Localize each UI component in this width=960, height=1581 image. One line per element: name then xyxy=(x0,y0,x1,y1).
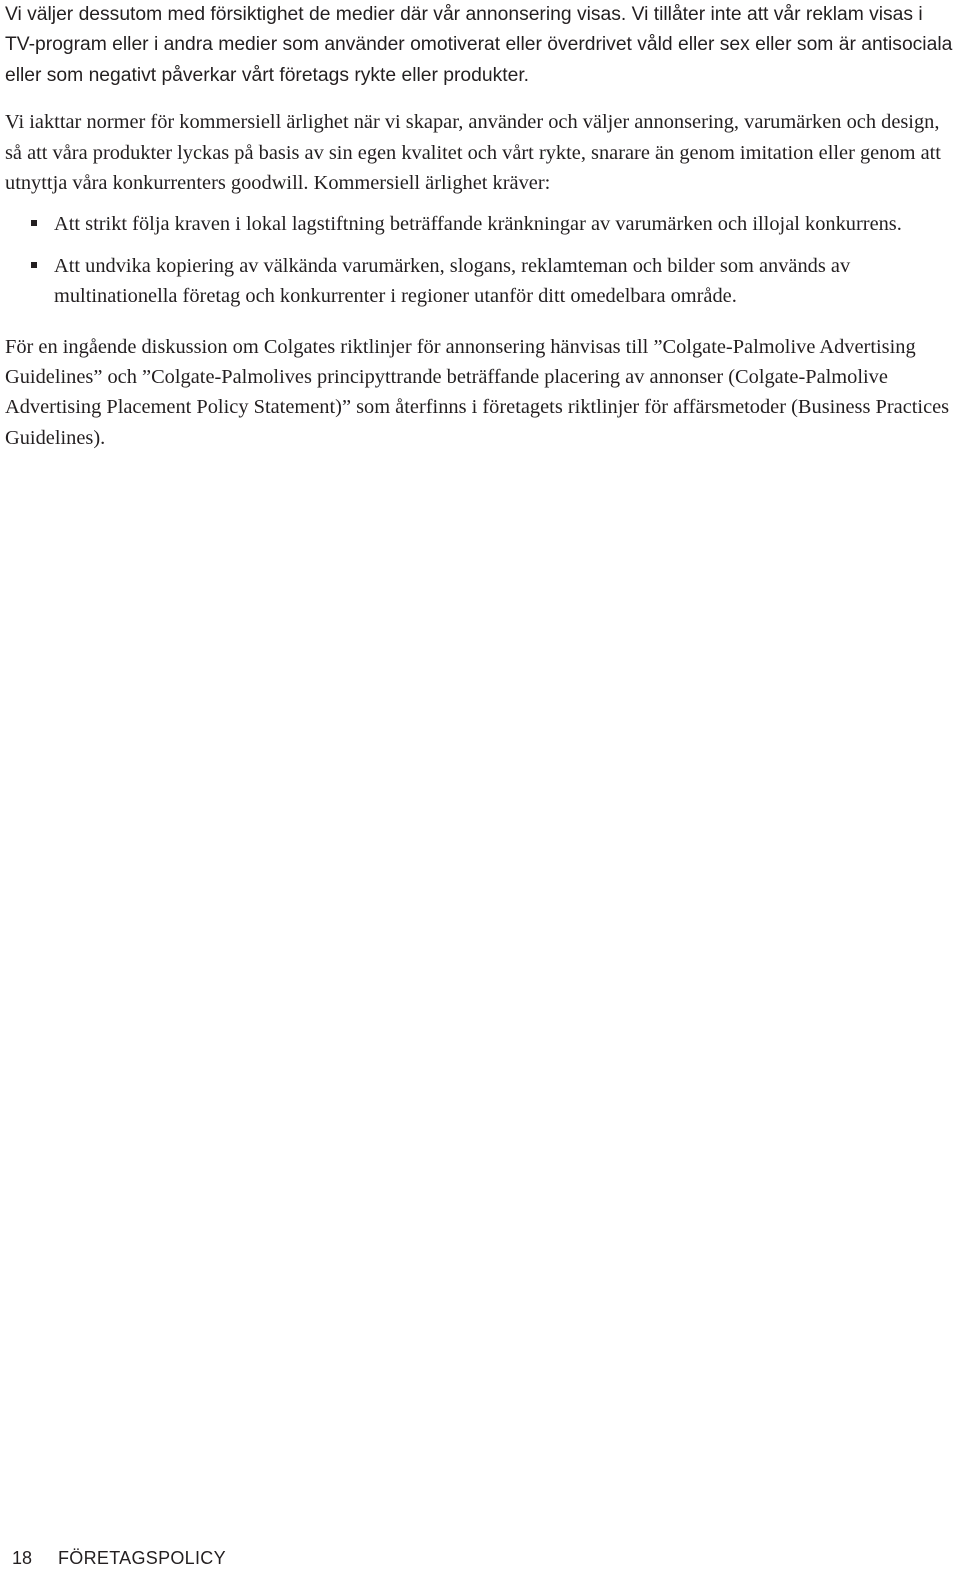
document-page xyxy=(5,0,955,453)
section-title: FÖRETAGSPOLICY xyxy=(58,1548,226,1568)
list-item-text: Att undvika kopiering av välkända varumärken, slogans, reklamteman och bilder som används av multinationella företag och konkurrenter i regioner utanför ditt omedelbara område. xyxy=(54,254,851,308)
list-item-text: Att strikt följa kraven i lokal lagstiftning beträffande kränkningar av varumärken och illojal konkurrens. xyxy=(54,213,902,236)
list-item xyxy=(5,209,955,239)
paragraph-commercial-honesty: Vi iakttar normer för kommersiell ärlighet när vi skapar, använder och väljer annonsering, varumärken och design, så att våra produkter lyckas på basis av sin egen kvalitet och vårt rykte, snarare än genom imitation eller genom att utnyttja våra konkurrenters goodwill. Kommersiell ärlighet kräver: xyxy=(5,111,941,195)
paragraph-guidelines-reference: För en ingående diskussion om Colgates riktlinjer för annonsering hänvisas till ”Colgate-Palmolive Advertising Guidelines” och ”Colgate-Palmolives principyttrande beträffande placering av annonser (Colgate-Palmolive Advertising Placement Policy Statement)” som återfinns i företagets riktlinjer för affärsmetoder (Business Practices Guidelines). xyxy=(5,335,950,449)
paragraph-media-selection: Vi väljer dessutom med försiktighet de medier där vår annonsering visas. Vi tillåter inte att vår reklam visas i TV-program eller i andra medier som använder omotiverat eller överdrivet våld eller sex eller som är antisociala eller som negativt påverkar vårt företags rykte eller produkter. xyxy=(5,4,953,86)
page-number: 18 xyxy=(12,1548,33,1568)
square-bullet-icon xyxy=(31,220,37,226)
square-bullet-icon xyxy=(31,262,37,268)
list-item xyxy=(5,251,955,312)
requirements-list xyxy=(5,209,955,311)
page-footer xyxy=(12,1544,226,1572)
